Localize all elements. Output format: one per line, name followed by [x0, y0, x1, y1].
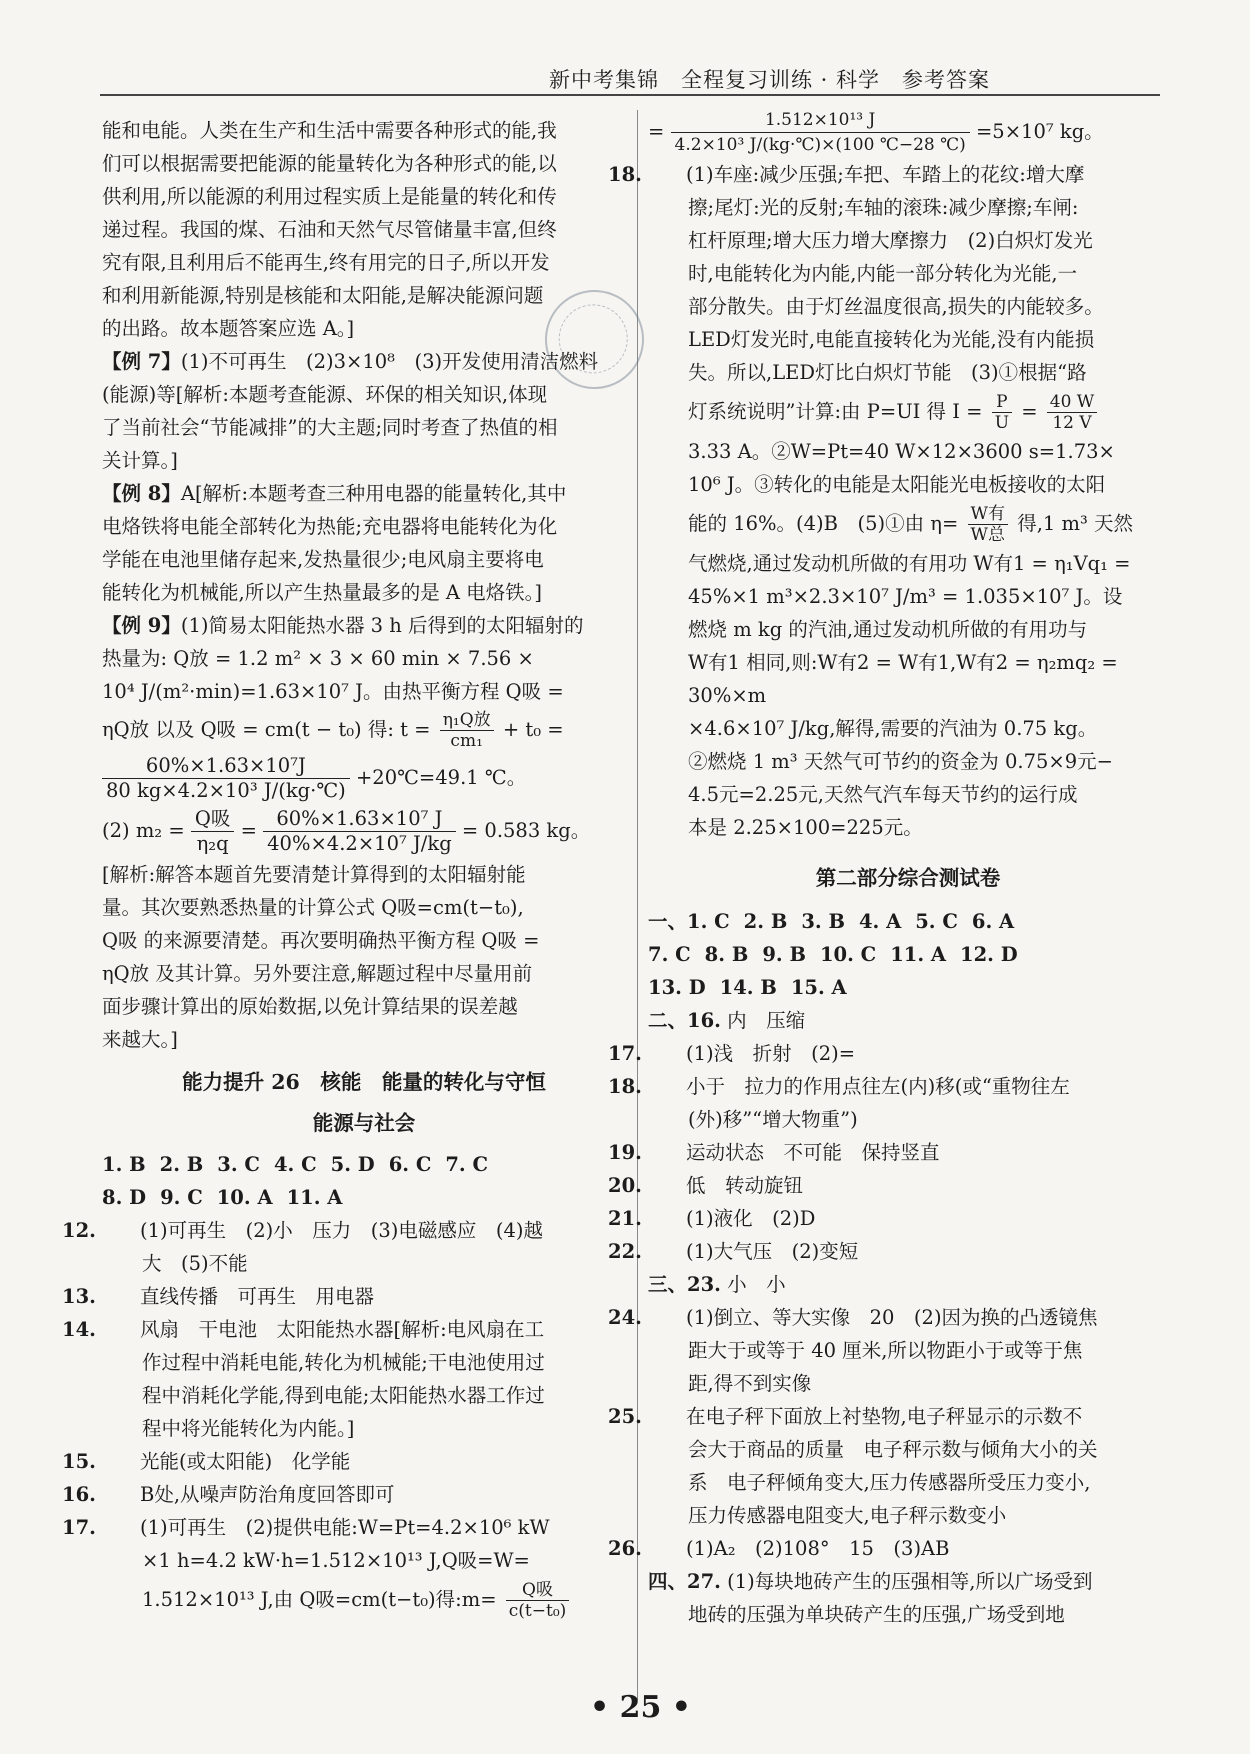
text-line: 递过程。我国的煤、石油和天然气尽管储量丰富,但终 [102, 218, 557, 241]
fraction: $\frac{P}{U}$ [992, 392, 1012, 433]
answer-item: 四、27. (1)每块地砖产生的压强相等,所以广场受到 地砖的压强为单块砖产生的压强,广场受到地 [648, 1570, 1093, 1626]
fraction: $\frac{\text{60\%×1.63×10⁷ J}}{\text{40\%×4.2×10⁷ J/kg}}$ [263, 807, 456, 856]
text-line: 量。其次要熟悉热量的计算公式 Q吸=cm(t−t₀), [102, 896, 524, 919]
example-label: 【例 8】 [102, 482, 181, 505]
section-title: 能力提升 26 核能 能量的转化与守恒 [182, 1070, 546, 1094]
answer-item: 19. 运动状态 不可能 保持竖直 [608, 1141, 940, 1164]
answer-item: 17. (1)可再生 (2)提供电能:W=Pt=4.2×10⁶ kW ×1 h=4.2 kW·h=1.512×10¹³ J,Q吸=W= 1.512×10¹³ J,由 Q吸=cm(t−t₀)得:m= $\frac{\text{Q吸}}{\text{c(t−t₀)}}$ [102, 1511, 626, 1623]
text-line: 10⁴ J/(m²·min)=1.63×10⁷ J。由热平衡方程 Q吸 = [102, 680, 564, 703]
page-header [100, 60, 1160, 96]
answer-row: 8. D 9. C 10. A 11. A [102, 1186, 343, 1209]
text-line: 能转化为机械能,所以产生热量最多的是 A 电烙铁。] [102, 581, 543, 604]
text-line: 供利用,所以能源的利用过程实质上是能量的转化和传 [102, 185, 557, 208]
fraction: Q吸 η₂q [191, 807, 235, 856]
text-line: 学能在电池里储存起来,发热量很少;电风扇主要将电 [102, 548, 544, 571]
fraction: $\frac{\text{η₁Q放}}{\text{cm₁}}$ [440, 710, 494, 751]
text-line: 和利用新能源,特别是核能和太阳能,是解决能源问题 [102, 284, 544, 307]
text-line: = 0.583 kg。 [461, 819, 591, 842]
answer-item: 二、16. 内 压缩 [648, 1009, 806, 1032]
text-line: 面步骤计算出的原始数据,以免计算结果的误差越 [102, 995, 518, 1018]
answer-item: 三、23. 小 小 [648, 1273, 786, 1296]
text-line: + t₀ = [502, 718, 564, 741]
answer-row: 7. C 8. B 9. B 10. C 11. A 12. D [648, 943, 1018, 966]
answer-item: 26. (1)A₂ (2)108° 15 (3)AB [608, 1537, 950, 1560]
text-line: 关计算。] [102, 449, 178, 472]
answer-row: 13. D 14. B 15. A [648, 976, 847, 999]
text-line: 究有限,且利用后不能再生,终有用完的日子,所以开发 [102, 251, 550, 274]
fraction: $\frac{\text{60\%×1.63×10⁷J}}{\text{80 kg×4.2×10³ J/(kg·℃)}}$ [102, 754, 350, 803]
section-subtitle: 能源与社会 [312, 1111, 416, 1135]
text-line: ηQ放 及其计算。另外要注意,解题过程中尽量用前 [102, 962, 533, 985]
text-line: 们可以根据需要把能源的能量转化为各种形式的能,以 [102, 152, 557, 175]
text-line: (2) m₂ = [102, 819, 185, 842]
text-line: 电烙铁将电能全部转化为热能;充电器将电能转化为化 [102, 515, 558, 538]
intro-paragraph [102, 114, 626, 345]
answer-item: 15. 光能(或太阳能) 化学能 [62, 1450, 351, 1473]
fraction: $\frac{40 W}{12 V}$ [1047, 392, 1098, 433]
section-title: 第二部分综合测试卷 [815, 866, 1001, 890]
example-label: 【例 9】 [102, 614, 181, 637]
page-number: • 25 • [590, 1690, 691, 1725]
answer-item: 24. (1)倒立、等大实像 20 (2)因为换的凸透镜焦 距大于或等于 40 厘米,所以物距小于或等于焦 距,得不到实像 [608, 1306, 1098, 1395]
formula-line: = $\frac{\text{1.512×10¹³ J}}{\text{4.2×10³ J/(kg·℃)×(100 ℃−28 ℃)}}$ =5×10⁷ kg。 [648, 110, 1104, 155]
answer-item: 12. (1)可再生 (2)小 压力 (3)电磁感应 (4)越 大 (5)不能 [62, 1219, 543, 1275]
text-line: (1)不可再生 (2)3×10⁸ (3)开发使用清洁燃料 [180, 350, 599, 373]
left-column [62, 114, 626, 1623]
answer-item: 21. (1)液化 (2)D [608, 1207, 816, 1230]
answer-item: 16. B处,从噪声防治角度回答即可 [62, 1483, 395, 1506]
text-line: +20℃=49.1 ℃。 [355, 766, 527, 789]
example-9: 【例 9】(1)简易太阳能热水器 3 h 后得到的太阳辐射的 热量为: Q放 = 1.2 m² × 3 × 60 min × 7.56 × 10⁴ J/(m²·min)=1.63×10⁷ J。由热平衡方程 Q吸 = ηQ放 以及 Q吸 = cm(t − t₀) 得: t = $\frac{\text{η₁Q放}}{\text{cm₁}}$ + t₀ = $\frac{\text{60\%×1.63×10⁷J}}{\text{80 kg×4.2×10³ J/(kg·℃)}}$ +20℃=49.1 ℃。 (2) m₂ = Q吸 η₂q = $\frac{\text{60\%×1.63×10⁷ J}}{\text{40\%×4.2×10⁷ J/kg}}$ = 0.583 kg。 [解析:解答本题首先要清楚计算得到的太阳辐射能 量。其次要熟悉热量的计算公式 Q吸=cm(t−t₀), Q吸 的来源要清楚。再次要明确热平衡方程 Q吸 = ηQ放 及其计算。另外要注意,解题过程中尽量用前 面步骤计算出的原始数据,以免计算结果的误差越 来越大。] [102, 609, 626, 1056]
example-8 [102, 477, 626, 609]
answer-item: 18. 小于 拉力的作用点往左(内)移(或“重物往左 (外)移”“增大物重”) [608, 1075, 1070, 1131]
example-7 [102, 345, 626, 477]
text-line: (1)简易太阳能热水器 3 h 后得到的太阳辐射的 [180, 614, 584, 637]
answer-row: 一、1. C 2. B 3. B 4. A 5. C 6. A [648, 910, 1015, 933]
answer-item: 25. 在电子秤下面放上衬垫物,电子秤显示的示数不 会大于商品的质量 电子秤示数与倾角大小的关 系 电子秤倾角变大,压力传感器所受压力变小, 压力传感器电阻变大,电子秤示数变小 [608, 1405, 1098, 1527]
text-line: A[解析:本题考查三种用电器的能量转化,其中 [180, 482, 567, 505]
text-line: Q吸 的来源要清楚。再次要明确热平衡方程 Q吸 = [102, 929, 540, 952]
answer-item: 14. 风扇 干电池 太阳能热水器[解析:电风扇在工 作过程中消耗电能,转化为机械能;干电池使用过 程中消耗化学能,得到电能;太阳能热水器工作过 程中将光能转化为内能。] [62, 1318, 545, 1440]
text-line: ηQ放 以及 Q吸 = cm(t − t₀) 得: t = [102, 718, 431, 741]
text-line: 的出路。故本题答案应选 A。] [102, 317, 355, 340]
example-label: 【例 7】 [102, 350, 181, 373]
answer-item: 13. 直线传播 可再生 用电器 [62, 1285, 375, 1308]
fraction: $\frac{\text{W有}}{\text{W总}}$ [968, 504, 1008, 545]
right-column [608, 110, 1168, 1631]
text-line: 来越大。] [102, 1028, 178, 1051]
answer-item: 20. 低 转动旋钮 [608, 1174, 804, 1197]
section-heading [102, 1066, 626, 1140]
text-line: 能和电能。人类在生产和生活中需要各种形式的能,我 [102, 119, 557, 142]
answer-item: 22. (1)大气压 (2)变短 [608, 1240, 859, 1263]
answer-item: 17. (1)浅 折射 (2)= [608, 1042, 856, 1065]
text-line: 热量为: Q放 = 1.2 m² × 3 × 60 min × 7.56 × [102, 647, 534, 670]
answer-item: 18. (1)车座:减少压强;车把、车踏上的花纹:增大摩 擦;尾灯:光的反射;车轴的滚珠:减少摩擦;车闸: 杠杆原理;增大压力增大摩擦力 (2)白炽灯发光 时,电能转化为内能,内能一部分转化为光能,一 部分散失。由于灯丝温度很高,损失的内能较多。 LED灯发光时,电能直接转化为光能,没有内能损 失。所以,LED灯比白炽灯节能 (3)①根据“路 灯系统说明”计算:由 P=UI 得 I = $\frac{P}{U}$ = $\frac{40 W}{12 V}$ 3.33 A。②W=Pt=40 W×12×3600 s=1.73× 10⁶ J。③转化的电能是太阳能光电板接收的太阳 能的 16%。(4)B (5)①由 η= $\frac{\text{W有}}{\text{W总}}$ 得,1 m³ 天然 气燃烧,通过发动机所做的有用功 W有1 = η₁Vq₁ = 45%×1 m³×2.3×10⁷ J/m³ = 1.035×10⁷ J。设 燃烧 m kg 的汽油,通过发动机所做的有用功与 W有1 相同,则:W有2 = W有1,W有2 = η₂mq₂ = 30%×m ×4.6×10⁷ J/kg,解得,需要的汽油为 0.75 kg。 ②燃烧 1 m³ 天然气可节约的资金为 0.75×9元− 4.5元=2.25元,天然气汽车每天节约的运行成 本是 2.25×100=225元。 [608, 163, 1134, 839]
fraction: $\frac{\text{Q吸}}{\text{c(t−t₀)}}$ [506, 1580, 570, 1621]
answer-row: 1. B 2. B 3. C 4. C 5. D 6. C 7. C [102, 1153, 489, 1176]
fraction: $\frac{\text{1.512×10¹³ J}}{\text{4.2×10³ J/(kg·℃)×(100 ℃−28 ℃)}}$ [671, 108, 970, 157]
text-line: 了当前社会“节能减排”的大主题;同时考查了热值的相 [102, 416, 558, 439]
header-title: 新中考集锦 全程复习训练 · 科学 参考答案 [548, 68, 990, 92]
text-line: (能源)等[解析:本题考查能源、环保的相关知识,体现 [102, 383, 548, 406]
text-line: [解析:解答本题首先要清楚计算得到的太阳辐射能 [102, 863, 526, 886]
